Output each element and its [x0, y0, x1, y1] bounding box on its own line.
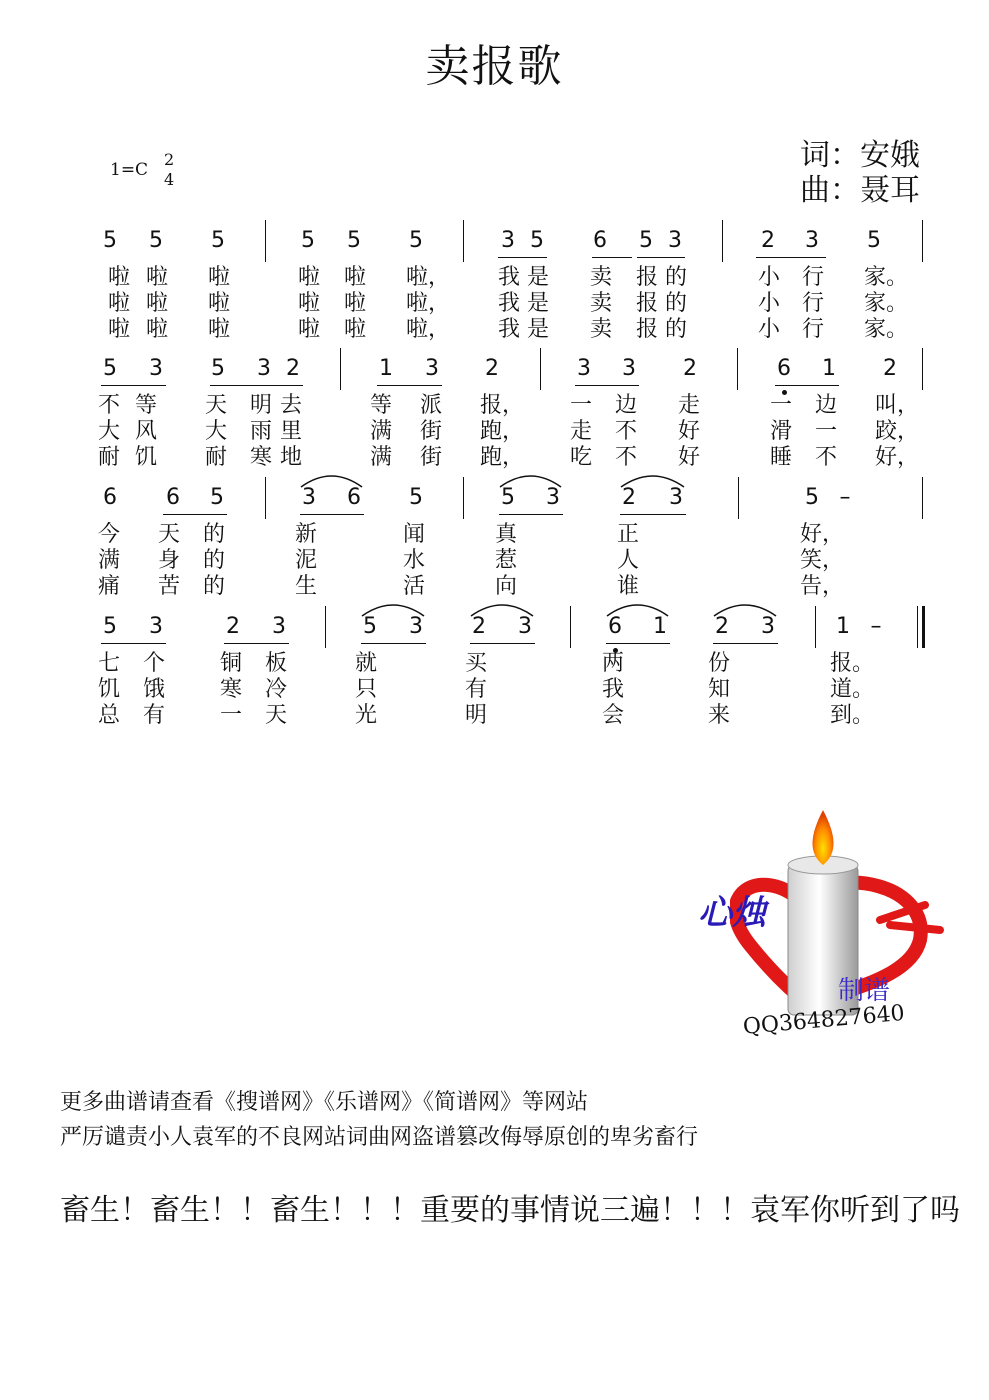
- lyric: 等: [370, 393, 393, 418]
- lyric: 报: [636, 291, 659, 316]
- lyric: 啦: [108, 317, 131, 342]
- lyric: 走: [570, 419, 593, 444]
- lyric: 身: [158, 548, 181, 573]
- lyric: 满: [370, 445, 393, 470]
- note: 2: [761, 228, 775, 253]
- lyric: 派: [420, 393, 443, 418]
- lyric: 一: [815, 419, 838, 444]
- eighth-underline: [163, 514, 227, 515]
- lyric: 卖: [590, 291, 613, 316]
- note: 5: [530, 228, 544, 253]
- lyric: 就: [355, 651, 378, 676]
- lyric: 小: [758, 317, 781, 342]
- lyric: 只: [355, 677, 378, 702]
- eighth-underline: [620, 514, 686, 515]
- note: 3: [805, 228, 819, 253]
- lyric: 跑，: [480, 419, 525, 444]
- eighth-underline: [592, 257, 632, 258]
- lyric: 总: [98, 703, 121, 728]
- lyric: 啦，: [406, 317, 451, 342]
- lyric: 冷: [265, 677, 288, 702]
- lyric: 滑: [770, 419, 793, 444]
- lyric: 啦: [298, 317, 321, 342]
- slur: [471, 605, 533, 616]
- lyric: 边: [815, 393, 838, 418]
- lyric: 惹: [495, 548, 518, 573]
- key-signature: 1=C: [110, 160, 149, 180]
- lyric: 闻: [403, 522, 426, 547]
- lyric: 跤，: [875, 419, 920, 444]
- lyric: 的: [203, 574, 226, 599]
- barline: [540, 348, 541, 390]
- lyric: 我: [498, 317, 521, 342]
- lyric: 有: [143, 703, 166, 728]
- lyric: 到。: [830, 703, 875, 728]
- lyric: 家。: [864, 317, 909, 342]
- lyric: 笑，: [800, 548, 845, 573]
- lyric: 不: [615, 445, 638, 470]
- note: 5: [805, 485, 819, 510]
- barline: [265, 220, 266, 262]
- slur: [621, 476, 684, 487]
- lyric: 天: [158, 522, 181, 547]
- lyric: 里: [280, 419, 303, 444]
- note: 5: [409, 485, 423, 510]
- note: 6: [777, 356, 791, 381]
- lyric: 叫，: [875, 393, 920, 418]
- lyric: 水: [403, 548, 426, 573]
- note: 3: [518, 614, 532, 639]
- note: 5: [211, 228, 225, 253]
- note: 3: [546, 485, 560, 510]
- lyric: 啦: [208, 317, 231, 342]
- eighth-underline: [498, 257, 547, 258]
- lyric: 苦: [158, 574, 181, 599]
- time-signature-bottom: 4: [164, 170, 175, 189]
- note: 3: [272, 614, 286, 639]
- lyric: 光: [355, 703, 378, 728]
- lyric: 家。: [864, 291, 909, 316]
- note: –: [839, 485, 851, 510]
- lyric: 吃: [570, 445, 593, 470]
- lyric: 个: [143, 651, 166, 676]
- lyric: 报: [636, 317, 659, 342]
- lyric: 天: [265, 703, 288, 728]
- note: 5: [103, 228, 117, 253]
- notice-line-1: 更多曲谱请查看《搜谱网》《乐谱网》《简谱网》等网站: [60, 1090, 589, 1115]
- lyric: 饿: [143, 677, 166, 702]
- lyric: 会: [602, 703, 625, 728]
- note: 5: [867, 228, 881, 253]
- lyric: 的: [665, 291, 688, 316]
- lyric: 卖: [590, 265, 613, 290]
- note: 3: [622, 356, 636, 381]
- lyric: 的: [203, 522, 226, 547]
- slur: [301, 476, 362, 487]
- lyric: 啦，: [406, 265, 451, 290]
- lyric: 报: [636, 265, 659, 290]
- lyric: 好: [678, 445, 701, 470]
- note: 3: [425, 356, 439, 381]
- eighth-underline: [101, 643, 166, 644]
- note: 2: [472, 614, 486, 639]
- lyric: 七: [98, 651, 121, 676]
- note: 5: [103, 356, 117, 381]
- note: 5: [409, 228, 423, 253]
- note: 6: [103, 485, 117, 510]
- lyric: 谁: [617, 574, 640, 599]
- lyric: 睡: [770, 445, 793, 470]
- lyric: 寒: [220, 677, 243, 702]
- lyric: 铜: [220, 651, 243, 676]
- lyric: 行: [802, 291, 825, 316]
- note: 2: [683, 356, 697, 381]
- note: 6: [347, 485, 361, 510]
- eighth-underline: [606, 643, 670, 644]
- lyric: 去: [280, 393, 303, 418]
- note: 3: [577, 356, 591, 381]
- note: 3: [257, 356, 271, 381]
- lyric: 小: [758, 291, 781, 316]
- lyric: 是: [527, 291, 550, 316]
- lyric: 我: [602, 677, 625, 702]
- lyric: 不: [98, 393, 121, 418]
- lyric: 我: [498, 265, 521, 290]
- lyric: 啦: [146, 317, 169, 342]
- lyric: 的: [665, 265, 688, 290]
- note: 2: [485, 356, 499, 381]
- lyric: 啦: [146, 291, 169, 316]
- lyric: 向: [495, 574, 518, 599]
- lyric: 啦，: [406, 291, 451, 316]
- lyric: 是: [527, 317, 550, 342]
- note: 5: [103, 614, 117, 639]
- note: 5: [210, 485, 224, 510]
- lyric: 啦: [208, 291, 231, 316]
- slur: [714, 605, 776, 616]
- lyric: 地: [280, 445, 303, 470]
- note: 3: [501, 228, 515, 253]
- note: 5: [501, 485, 515, 510]
- lyric: 风: [135, 419, 158, 444]
- eighth-underline: [300, 514, 364, 515]
- song-title: 卖报歌: [425, 41, 564, 92]
- lyric: 真: [495, 522, 518, 547]
- lyric: 明: [250, 393, 273, 418]
- lyric: 的: [203, 548, 226, 573]
- note: 6: [593, 228, 607, 253]
- note: 1: [653, 614, 667, 639]
- note: 5: [363, 614, 377, 639]
- note: 1: [379, 356, 393, 381]
- note: 5: [639, 228, 653, 253]
- lyric: 跑，: [480, 445, 525, 470]
- eighth-underline: [224, 643, 289, 644]
- eighth-underline: [361, 643, 426, 644]
- lyric: 街: [420, 445, 443, 470]
- lyric: 走: [678, 393, 701, 418]
- lyric: 份: [708, 651, 731, 676]
- time-signature: [164, 150, 174, 190]
- lyric: 啦: [298, 265, 321, 290]
- lyric: 啦: [344, 291, 367, 316]
- lyric: 一: [220, 703, 243, 728]
- lyric: 行: [802, 317, 825, 342]
- note: 2: [622, 485, 636, 510]
- lyric: 耐: [205, 445, 228, 470]
- lyric: 雨: [250, 419, 273, 444]
- barline: [340, 348, 341, 390]
- lyric: 啦: [298, 291, 321, 316]
- maker-qq: QQ364827640: [742, 1000, 906, 1040]
- note: 2: [883, 356, 897, 381]
- eighth-underline: [499, 514, 563, 515]
- lyric: 满: [98, 548, 121, 573]
- note: 3: [149, 614, 163, 639]
- time-signature-top: 2: [164, 150, 175, 169]
- lyric: 是: [527, 265, 550, 290]
- lyric: 告，: [800, 574, 845, 599]
- lyric: 的: [665, 317, 688, 342]
- note: 2: [286, 356, 300, 381]
- note: –: [870, 614, 882, 639]
- note: 6: [166, 485, 180, 510]
- barline: [722, 220, 723, 262]
- note: 5: [301, 228, 315, 253]
- lyric: 买: [465, 651, 488, 676]
- lyric: 耐: [98, 445, 121, 470]
- note: 2: [715, 614, 729, 639]
- note: 2: [226, 614, 240, 639]
- lyric: 大: [98, 419, 121, 444]
- note: 3: [668, 228, 682, 253]
- barline: [922, 220, 923, 262]
- lyric: 两: [602, 651, 625, 676]
- lyric: 饥: [98, 677, 121, 702]
- lyric: 等: [135, 393, 158, 418]
- lyric: 啦: [344, 265, 367, 290]
- lyric: 卖: [590, 317, 613, 342]
- lyric: 好，: [800, 522, 845, 547]
- barline: [463, 220, 464, 262]
- note: 1: [822, 356, 836, 381]
- lyric: 好，: [875, 445, 920, 470]
- lyric: 边: [615, 393, 638, 418]
- lyric: 板: [265, 651, 288, 676]
- lyric: 痛: [98, 574, 121, 599]
- maker-name: 心烛: [698, 893, 766, 933]
- slurs: [0, 465, 989, 495]
- lyric: 不: [615, 419, 638, 444]
- lyric: 不: [815, 445, 838, 470]
- note: 3: [149, 356, 163, 381]
- lyric: 饥: [135, 445, 158, 470]
- note: 3: [302, 485, 316, 510]
- eighth-underline: [575, 385, 639, 386]
- slur: [500, 476, 561, 487]
- note: 1: [836, 614, 850, 639]
- eighth-underline: [756, 257, 826, 258]
- lyric: 啦: [108, 291, 131, 316]
- lyric: 小: [758, 265, 781, 290]
- note: 6: [608, 614, 622, 639]
- lyric: 啦: [108, 265, 131, 290]
- lyric: 生: [295, 574, 318, 599]
- lyric: 家。: [864, 265, 909, 290]
- lyric: 知: [708, 677, 731, 702]
- slur: [607, 605, 668, 616]
- note: 3: [761, 614, 775, 639]
- note: 5: [347, 228, 361, 253]
- shout-text: 畜生！畜生！！畜生！！！重要的事情说三遍！！！袁军你听到了吗: [60, 1193, 960, 1228]
- note: 5: [211, 356, 225, 381]
- lyric: 有: [465, 677, 488, 702]
- note: 5: [149, 228, 163, 253]
- eighth-underline: [210, 385, 303, 386]
- lyric: 啦: [208, 265, 231, 290]
- eighth-underline: [101, 385, 166, 386]
- lyric: 报。: [830, 651, 875, 676]
- composer-credit: 曲：聂耳: [800, 173, 920, 208]
- lyric: 满: [370, 419, 393, 444]
- lyric: 道。: [830, 677, 875, 702]
- lyric: 啦: [146, 265, 169, 290]
- lyric: 正: [617, 522, 640, 547]
- barline: [737, 348, 738, 390]
- lyric: 活: [403, 574, 426, 599]
- lyric: 啦: [344, 317, 367, 342]
- eighth-underline: [637, 257, 685, 258]
- notice-line-2: 严厉谴责小人袁军的不良网站词曲网盗谱篡改侮辱原创的卑劣畜行: [60, 1125, 699, 1150]
- note: 3: [669, 485, 683, 510]
- lyric: 行: [802, 265, 825, 290]
- lyric: 新: [295, 522, 318, 547]
- slur: [362, 605, 424, 616]
- lyric: 我: [498, 291, 521, 316]
- lyric: 明: [465, 703, 488, 728]
- lyric: 今: [98, 522, 121, 547]
- lyric: 一: [570, 393, 593, 418]
- lyricist-credit: 词：安娥: [800, 138, 920, 173]
- eighth-underline: [470, 643, 535, 644]
- lyric: 大: [205, 419, 228, 444]
- lyric: 一: [770, 393, 793, 418]
- lyric: 寒: [250, 445, 273, 470]
- lyric: 来: [708, 703, 731, 728]
- lyric: 天: [205, 393, 228, 418]
- note: 3: [409, 614, 423, 639]
- lyric: 街: [420, 419, 443, 444]
- lyric: 报，: [480, 393, 525, 418]
- eighth-underline: [377, 385, 442, 386]
- maker-role: 制谱: [838, 976, 891, 1006]
- eighth-underline: [713, 643, 778, 644]
- eighth-underline: [775, 385, 839, 386]
- lyric: 泥: [295, 548, 318, 573]
- lyric: 好: [678, 419, 701, 444]
- lyric: 人: [617, 548, 640, 573]
- slurs: [0, 594, 989, 624]
- barline: [922, 348, 923, 390]
